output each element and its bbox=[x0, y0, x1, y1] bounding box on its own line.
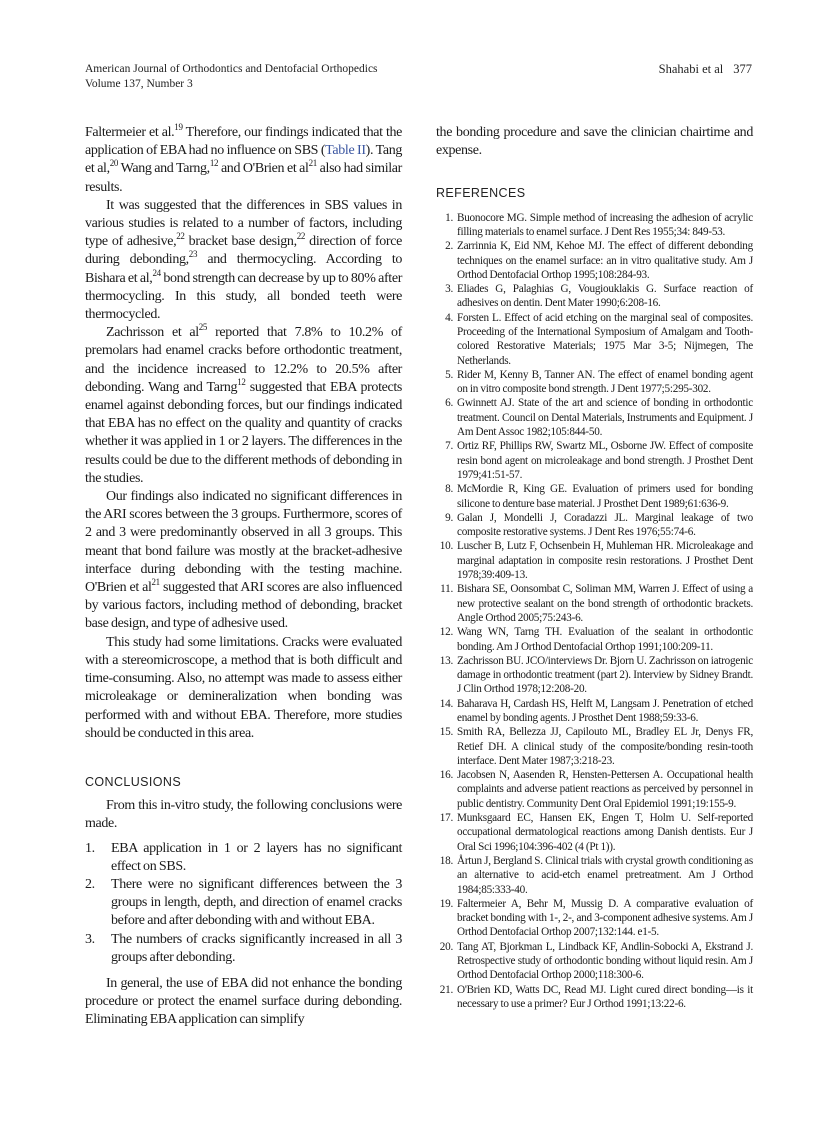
item-number: 13. bbox=[439, 654, 453, 667]
item-number: 9. bbox=[445, 511, 453, 524]
item-number: 1. bbox=[445, 211, 453, 224]
item-text: Årtun J, Bergland S. Clinical trials with crystal growth conditioning as an alternative to acid-etch enamel pretreatment. Am J Orthod 1984;85:333-40. bbox=[457, 854, 753, 896]
item-text: O'Brien KD, Watts DC, Read MJ. Light cured direct bonding—is it necessary to use a primer? Eur J Orthod 1991;13:22-6. bbox=[457, 983, 753, 1010]
item-text: Gwinnett AJ. State of the art and science of bonding in orthodontic treatment. Council on Dental Materials, Instruments and Equipment. J Am Dent Assoc 1982;105:844-50. bbox=[457, 397, 753, 439]
reference-item bbox=[436, 725, 753, 768]
conclusions-intro: From this in-vitro study, the following conclusions were made. bbox=[85, 798, 402, 832]
item-number: 10. bbox=[439, 540, 453, 553]
item-text: Baharava H, Cardash HS, Helft M, Langsam J. Penetration of etched enamel by bonding agents. J Prosthet Dent 1988;59:33-6. bbox=[457, 697, 753, 724]
item-number: 14. bbox=[439, 697, 453, 710]
citation-superscript[interactable]: 12 bbox=[237, 376, 246, 387]
citation-superscript[interactable]: 21 bbox=[151, 577, 160, 588]
reference-item bbox=[436, 368, 753, 397]
citation-superscript[interactable]: 22 bbox=[296, 231, 306, 242]
paragraph-text: and thermocycling. According to Bishara et al, bbox=[85, 252, 403, 286]
item-text: Zachrisson BU. JCO/interviews Dr. Bjorn U. Zachrisson on iatrogenic damage in orthodontic treatment (part 2). Interview by Sidney Brandt. J Clin Orthod 1978;12:208-20. bbox=[457, 654, 753, 696]
table-link[interactable]: Table II bbox=[325, 143, 366, 159]
item-text: Tang AT, Bjorkman L, Lindback KF, Andlin-Sobocki A, Ekstrand J. Retrospective study of orthodontic bonding without liquid resin. Am J Orthod Dentofacial Orthop 2000;118:300-6. bbox=[457, 940, 753, 982]
reference-item bbox=[436, 582, 753, 625]
item-number: 3. bbox=[445, 283, 453, 296]
item-text: Zarrinnia K, Eid NM, Kehoe MJ. The effect of different debonding techniques on the enamel surface: an in vitro qualitative study. Am J Orthod Dentofacial Orthop 1995;108:284-93. bbox=[457, 240, 753, 281]
reference-item bbox=[436, 396, 753, 439]
running-header-left bbox=[85, 62, 378, 92]
paragraph-text: also had similar results. bbox=[85, 161, 402, 195]
journal-volume: Volume 137, Number 3 bbox=[85, 78, 193, 90]
reference-item bbox=[436, 625, 753, 654]
reference-item bbox=[436, 697, 753, 726]
right-column bbox=[436, 124, 753, 1011]
item-text: Ortiz RF, Phillips RW, Swartz ML, Osborne JW. Effect of composite resin bond agent on microleakage and bond strength. J Prosthet Dent 1979;41:51-57. bbox=[457, 440, 753, 481]
paragraph-text: ). Tang et al, bbox=[85, 143, 402, 177]
item-text: Buonocore MG. Simple method of increasing the adhesion of acrylic filling materials to enamel surface. J Dent Res 1955;34: 849-53. bbox=[457, 211, 753, 238]
reference-item bbox=[436, 439, 753, 482]
paragraph-text: suggested that EBA protects enamel against debonding forces, but our findings indicated that EBA has no effect on the quality and quantity of cracks whether it was applied in 1 or 2 layers. The differences in the results could be due to the different methods of debonding in the studies. bbox=[85, 379, 402, 486]
paragraph-text: Therefore, our findings indicated that the application of EBA had no influence on SBS ( bbox=[85, 125, 402, 159]
item-text: There were no significant differences between the 3 groups in length, depth, and direction of enamel cracks before and after debonding with and without EBA. bbox=[111, 876, 402, 929]
item-text: Wang WN, Tarng TH. Evaluation of the sealant in orthodontic bonding. Am J Orthod Dentofacial Orthop 1991;100:209-11. bbox=[457, 626, 753, 653]
item-number: 17. bbox=[439, 812, 453, 825]
citation-superscript[interactable]: 23 bbox=[188, 249, 198, 260]
reference-item bbox=[436, 811, 753, 854]
item-text: Smith RA, Bellezza JJ, Capilouto ML, Bradley EL Jr, Denys FR, Retief DH. A clinical study of the composite/bonding resin-tooth interface. Dent Mater 1987;3:218-23. bbox=[457, 726, 753, 767]
running-authors: Shahabi et al bbox=[658, 62, 724, 76]
left-column bbox=[85, 124, 402, 1030]
item-number: 15. bbox=[439, 726, 453, 739]
citation-superscript[interactable]: 21 bbox=[308, 158, 317, 169]
item-number: 2. bbox=[445, 240, 453, 253]
item-number: 18. bbox=[439, 854, 453, 867]
item-text: The numbers of cracks significantly increased in all 3 groups after debonding. bbox=[111, 931, 402, 965]
reference-item bbox=[436, 282, 753, 311]
reference-item bbox=[436, 983, 753, 1012]
citation-superscript[interactable]: 25 bbox=[198, 322, 208, 333]
reference-item bbox=[436, 511, 753, 540]
references-list bbox=[436, 211, 753, 1012]
reference-item bbox=[436, 539, 753, 582]
item-number: 12. bbox=[439, 626, 453, 639]
conclusions-heading: CONCLUSIONS bbox=[85, 774, 182, 789]
reference-item bbox=[436, 768, 753, 811]
item-text: Forsten L. Effect of acid etching on the marginal seal of composites. Proceeding of the International Symposium of Amalgam and Tooth-colored Restorative Materials; 1975 Mar 3-5; Nijmegen, The Netherlands. bbox=[457, 311, 753, 367]
conclusions-continued: the bonding procedure and save the clinician chairtime and expense. bbox=[436, 125, 753, 159]
item-text: Galan J, Mondelli J, Coradazzi JL. Marginal leakage of two composite restorative systems. J Dent Res 1976;55:74-6. bbox=[457, 511, 753, 539]
item-text: McMordie R, King GE. Evaluation of primers used for bonding silicone to denture base material. J Prosthet Dent 1989;61:636-9. bbox=[457, 483, 753, 510]
references-heading: REFERENCES bbox=[436, 186, 526, 201]
paragraph-text: and O'Brien et al bbox=[218, 161, 309, 177]
item-text: Jacobsen N, Aasenden R, Hensten-Pettersen A. Occupational health complaints and adverse patient reactions as perceived by personnel in public dentistry. Community Dent Oral Epidemiol 1991;19:155-9. bbox=[457, 769, 753, 810]
conclusions-list bbox=[85, 840, 402, 967]
journal-title: American Journal of Orthodontics and Dentofacial Orthopedics bbox=[85, 63, 378, 75]
paragraph-text: suggested that ARI scores are also influenced by various factors, including method of debonding, bracket base design, and type of adhesive used. bbox=[85, 580, 402, 632]
body-paragraph bbox=[85, 488, 402, 634]
reference-item bbox=[436, 211, 753, 240]
page-number: 377 bbox=[733, 62, 752, 76]
item-text: Bishara SE, Oonsombat C, Soliman MM, Warren J. Effect of using a new protective sealant on the bond strength of orthodontic brackets. Angle Orthod 2005;75:243-6. bbox=[457, 583, 753, 624]
paragraph-text: bracket base design, bbox=[184, 234, 297, 250]
running-header-right bbox=[659, 62, 752, 77]
item-number: 1. bbox=[85, 840, 95, 856]
citation-superscript[interactable]: 24 bbox=[152, 267, 161, 278]
conclusion-item bbox=[85, 931, 402, 967]
paragraph-text: reported that 7.8% to 10.2% of premolars had enamel cracks before orthodontic treatment, and the incidence increased to 12.2% to 20.5% after debonding. Wang and Tarng bbox=[85, 325, 402, 395]
item-text: Luscher B, Lutz F, Ochsenbein H, Muhleman HR. Microleakage and marginal adaptation in composite resin restorations. J Prosthet Dent 1978;39:409-13. bbox=[457, 540, 753, 582]
item-text: Faltermeier A, Behr M, Mussig D. A comparative evaluation of bracket bonding with 1-, 2-, and 3-component adhesive systems. Am J Orthod Dentofacial Orthop 2007;132:144. e1-5. bbox=[457, 897, 753, 939]
item-number: 16. bbox=[439, 769, 453, 782]
item-text: EBA application in 1 or 2 layers has no significant effect on SBS. bbox=[111, 840, 402, 874]
paragraph-text: direction of force during debonding, bbox=[85, 234, 402, 268]
reference-item bbox=[436, 854, 753, 897]
item-number: 3. bbox=[85, 931, 95, 947]
item-text: Eliades G, Palaghias G, Vougiouklakis G. Surface reaction of adhesives on dentin. Dent Mater 1990;6:208-16. bbox=[457, 283, 753, 310]
reference-item bbox=[436, 311, 753, 368]
paragraph-text: bond strength can decrease by up to 80% after thermocycling. In this study, all bonded teeth were thermocycled. bbox=[85, 270, 403, 323]
citation-superscript[interactable]: 12 bbox=[209, 158, 219, 169]
item-number: 2. bbox=[85, 876, 95, 892]
item-number: 6. bbox=[445, 397, 453, 410]
item-number: 4. bbox=[445, 311, 453, 324]
item-number: 21. bbox=[439, 983, 453, 996]
discussion-text bbox=[85, 124, 402, 743]
item-text: Rider M, Kenny B, Tanner AN. The effect of enamel bonding agent on in vitro composite bond strength. J Dent 1977;5:295-302. bbox=[457, 368, 753, 396]
item-number: 5. bbox=[445, 368, 453, 381]
citation-superscript[interactable]: 19 bbox=[174, 122, 183, 132]
item-number: 7. bbox=[445, 440, 453, 453]
paragraph-text: Our findings also indicated no significant differences in the ARI scores between the 3 groups. Furthermore, scores of 2 and 3 were predominantly observed in all 3 groups. This meant that bond failure was mostly at the bracket-adhesive interface during debonding with the testing machine. O'Brien et al bbox=[85, 489, 402, 596]
reference-item bbox=[436, 654, 753, 697]
body-paragraph bbox=[85, 124, 402, 197]
reference-item bbox=[436, 897, 753, 940]
item-number: 19. bbox=[439, 897, 453, 910]
conclusion-item bbox=[85, 840, 402, 876]
paragraph-text: Zachrisson et al bbox=[106, 325, 199, 341]
paragraph-text: It was suggested that the differences in SBS values in various studies is related to a number of factors, including type of adhesive, bbox=[85, 197, 402, 250]
citation-superscript[interactable]: 22 bbox=[176, 231, 185, 242]
item-number: 8. bbox=[445, 483, 453, 496]
item-number: 20. bbox=[439, 940, 453, 953]
body-paragraph bbox=[85, 197, 402, 324]
reference-item bbox=[436, 239, 753, 282]
body-paragraph bbox=[85, 324, 402, 488]
reference-item bbox=[436, 940, 753, 983]
reference-item bbox=[436, 482, 753, 511]
conclusion-item bbox=[85, 876, 402, 931]
citation-superscript[interactable]: 20 bbox=[109, 158, 119, 169]
body-paragraph bbox=[85, 634, 402, 743]
item-number: 11. bbox=[440, 583, 453, 596]
paragraph-text: This study had some limitations. Cracks were evaluated with a stereomicroscope, a method that is both difficult and time-consuming. Also, no attempt was made to assess either microleakage or demineralization when bonding was performed with and without EBA. Therefore, more studies should be conducted in this area. bbox=[85, 634, 402, 741]
paragraph-text: Faltermeier et al. bbox=[85, 125, 175, 140]
item-text: Munksgaard EC, Hansen EK, Engen T, Holm U. Self-reported occupational dermatological reactions among Danish dentists. Eur J Oral Sci 1996;104:396-402 (4 (Pt 1)). bbox=[457, 812, 753, 853]
paragraph-text: Wang and Tarng, bbox=[118, 161, 210, 177]
conclusions-closing: In general, the use of EBA did not enhance the bonding procedure or protect the enamel surface during debonding. Eliminating EBA application can simplify bbox=[85, 975, 402, 1028]
